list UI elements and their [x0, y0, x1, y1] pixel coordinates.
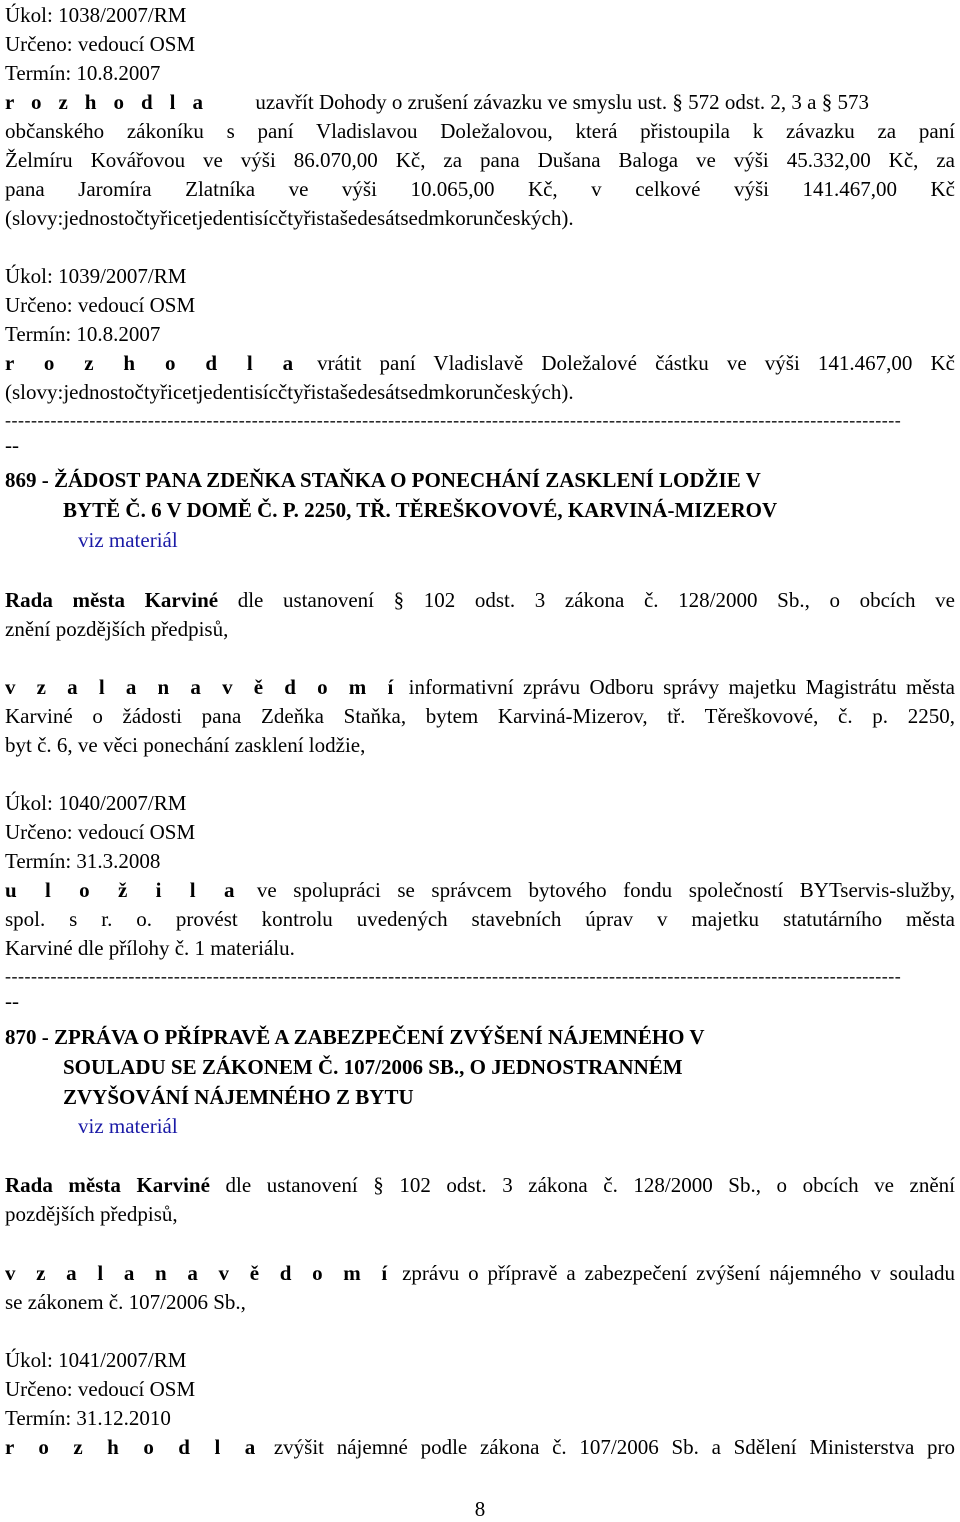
section-870-heading-2: SOULADU SE ZÁKONEM Č. 107/2006 SB., O JEDNOSTRANNÉM [63, 1055, 683, 1079]
council-name: Rada města Karviné [5, 588, 219, 612]
task-1038-text-5: (slovy:jednostočtyřicetjedentisícčtyřistašedesátsedmkorunčeských). [5, 206, 574, 230]
section-869-council-2: znění pozdějších předpisů, [5, 617, 229, 641]
task-1039-deadline: Termín: 10.8.2007 [5, 322, 161, 346]
council-text: dle ustanovení § 102 odst. 3 zákona č. 128/2000 Sb., o obcích ve znění [225, 1173, 955, 1197]
section-870-noted-2: se zákonem č. 107/2006 Sb., [5, 1290, 246, 1314]
task-1038-text-3: Želmíru Kovářovou ve výši 86.070,00 Kč, za pana Dušana Baloga ve výši 45.332,00 Kč, za [5, 148, 955, 172]
separator-tail: -- [5, 433, 19, 457]
task-1039-id: Úkol: 1039/2007/RM [5, 264, 187, 288]
noted-text: zprávu o přípravě a zabezpečení zvýšení nájemného v souladu [402, 1261, 956, 1285]
task-1038-text-2: občanského zákoníku s paní Vladislavou Doležalovou, která přistoupila k závazku za paní [5, 119, 955, 143]
section-869-noted [5, 674, 955, 700]
separator-line: ------------------------------------------------------------------------------------------------------------------------------------------ [5, 410, 902, 430]
decision-verb: u l o ž i l a [5, 878, 241, 902]
task-1040-text-2: spol. s r. o. provést kontrolu uvedených stavebních úprav v majetku statutárního města [5, 907, 955, 931]
section-869-heading: 869 - ŽÁDOST PANA ZDEŇKA STAŇKA O PONECHÁNÍ ZASKLENÍ LODŽIE V [5, 468, 761, 492]
task-1040-id: Úkol: 1040/2007/RM [5, 791, 187, 815]
decision-verb: r o z h o d l a [5, 90, 209, 114]
section-870-council [5, 1172, 955, 1198]
section-870-heading-3: ZVYŠOVÁNÍ NÁJEMNÉHO Z BYTU [63, 1085, 414, 1109]
separator-line: ------------------------------------------------------------------------------------------------------------------------------------------ [5, 966, 902, 986]
task-1039-assignee: Určeno: vedoucí OSM [5, 293, 196, 317]
council-name: Rada města Karviné [5, 1173, 210, 1197]
page-number: 8 [474, 1497, 486, 1521]
task-1041-deadline: Termín: 31.12.2010 [5, 1406, 171, 1430]
task-1038-text-4: pana Jaromíra Zlatníka ve výši 10.065,00 Kč, v celkové výši 141.467,00 Kč [5, 177, 955, 201]
task-1040-deadline: Termín: 31.3.2008 [5, 849, 161, 873]
noted-verb: v z a l a n a v ě d o m í [5, 675, 400, 699]
task-1041-assignee: Určeno: vedoucí OSM [5, 1377, 196, 1401]
task-1038-decision [5, 89, 869, 115]
noted-verb: v z a l a n a v ě d o m í [5, 1261, 394, 1285]
decision-text: uzavřít Dohody o zrušení závazku ve smyslu ust. § 572 odst. 2, 3 a § 573 [255, 90, 869, 114]
task-1040-decision [5, 877, 955, 903]
task-1041-id: Úkol: 1041/2007/RM [5, 1348, 187, 1372]
section-870-noted [5, 1260, 955, 1286]
section-869-noted-3: byt č. 6, ve věci ponechání zasklení lodžie, [5, 733, 366, 757]
decision-text: vrátit paní Vladislavě Doležalové částku ve výši 141.467,00 Kč [317, 351, 956, 375]
section-869-council [5, 587, 955, 613]
section-869-heading-2: BYTĚ Č. 6 V DOMĚ Č. P. 2250, TŘ. TĚREŠKOVOVÉ, KARVINÁ-MIZEROV [63, 498, 778, 522]
noted-text: informativní zprávu Odboru správy majetku Magistrátu města [408, 675, 955, 699]
task-1039-decision [5, 350, 955, 376]
task-1040-text-3: Karviné dle přílohy č. 1 materiálu. [5, 936, 295, 960]
separator-tail: -- [5, 989, 19, 1013]
task-1038-id: Úkol: 1038/2007/RM [5, 3, 187, 27]
section-869-noted-2: Karviné o žádosti pana Zdeňka Staňka, bytem Karviná-Mizerov, tř. Těreškovové, č. p. 2250, [5, 704, 955, 728]
task-1040-assignee: Určeno: vedoucí OSM [5, 820, 196, 844]
decision-text: ve spolupráci se správcem bytového fondu společností BYTservis-služby, [256, 878, 956, 902]
task-1038-deadline: Termín: 10.8.2007 [5, 61, 161, 85]
council-text: dle ustanovení § 102 odst. 3 zákona č. 128/2000 Sb., o obcích ve [237, 588, 955, 612]
decision-text: zvýšit nájemné podle zákona č. 107/2006 Sb. a Sdělení Ministerstva pro [273, 1435, 956, 1459]
section-870-council-2: pozdějších předpisů, [5, 1202, 178, 1226]
task-1039-text-2: (slovy:jednostočtyřicetjedentisícčtyřistašedesátsedmkorunčeských). [5, 380, 574, 404]
task-1038-assignee: Určeno: vedoucí OSM [5, 32, 196, 56]
task-1041-decision [5, 1434, 955, 1460]
section-870-material-link[interactable]: viz materiál [78, 1114, 178, 1138]
section-869-material-link[interactable]: viz materiál [78, 528, 178, 552]
decision-verb: r o z h o d l a [5, 351, 299, 375]
decision-verb: r o z h o d l a [5, 1435, 262, 1459]
section-870-heading: 870 - ZPRÁVA O PŘÍPRAVĚ A ZABEZPEČENÍ ZVÝŠENÍ NÁJEMNÉHO V [5, 1025, 705, 1049]
